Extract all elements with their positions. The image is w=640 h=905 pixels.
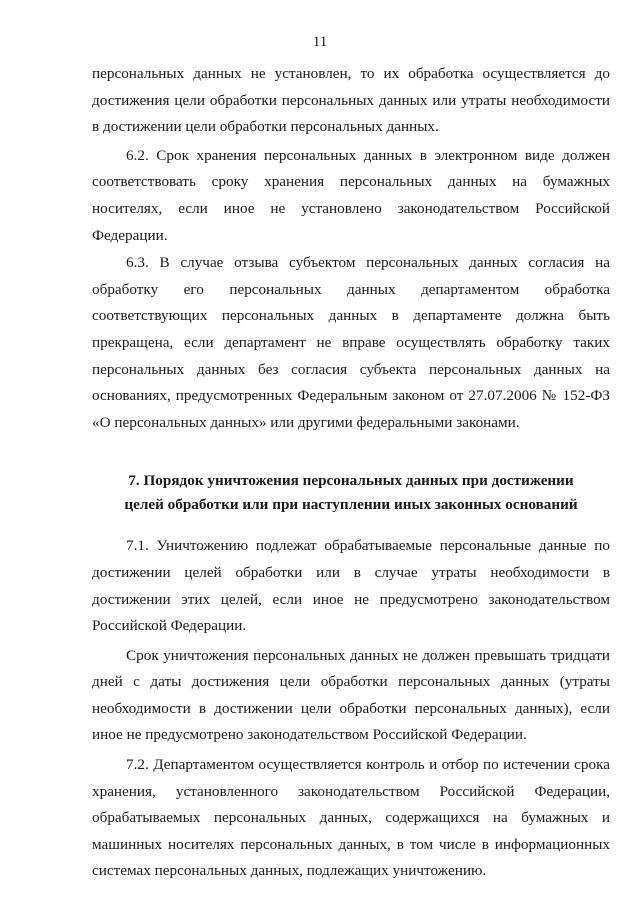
paragraph-6-3: 6.3. В случае отзыва субъектом персональных данных согласия на обработку его персональных данных департаментом обработка соответствующих персональных данных в департаменте должна быть прекращена, если департамент не вправе осуществлять обработку таких персональных данных без согласия субъекта персональных данных на основаниях, предусмотренных Федеральным законом от 27.07.2006 № 152-ФЗ «О персональных данных» или другими федеральными законами.: [92, 254, 610, 431]
section-heading-line-1: 7. Порядок уничтожения персональных данных при достижении: [128, 472, 574, 490]
section-7-heading: [92, 469, 610, 517]
paragraph-continuation: персональных данных не установлен, то их обработка осуществляется до достижения цели обработки персональных данных или утраты необходимости в достижении цели обработки персональных данных.: [92, 65, 610, 136]
document-body: [92, 61, 610, 885]
section-heading-line-2: целей обработки или при наступлении иных законных оснований: [124, 496, 578, 514]
paragraph-7-2: 7.2. Департаментом осуществляется контроль и отбор по истечении срока хранения, установленного законодательством Российской Федерации, обрабатываемых персональных данных, содержащихся на бумажных и машинных носителях персональных данных, в том числе в информационных системах персональных данных, подлежащих уничтожению.: [92, 756, 610, 880]
page-number: 11: [312, 34, 328, 50]
paragraph-6-2: 6.2. Срок хранения персональных данных в электронном виде должен соответствовать сроку хранения персональных данных на бумажных носителях, если иное не установлено законодательством Российской Федерации.: [92, 146, 610, 244]
paragraph-7-1-term: Срок уничтожения персональных данных не должен превышать тридцати дней с даты достижения цели обработки персональных данных (утраты необходимости в достижении цели обработки персональных данных), если иное не предусмотрено законодательством Российской Федерации.: [92, 646, 610, 744]
paragraph-7-1: 7.1. Уничтожению подлежат обрабатываемые персональные данные по достижении целей обработки или в случае утраты необходимости в достижении этих целей, если иное не предусмотрено законодательством Российской Федерации.: [92, 537, 610, 635]
